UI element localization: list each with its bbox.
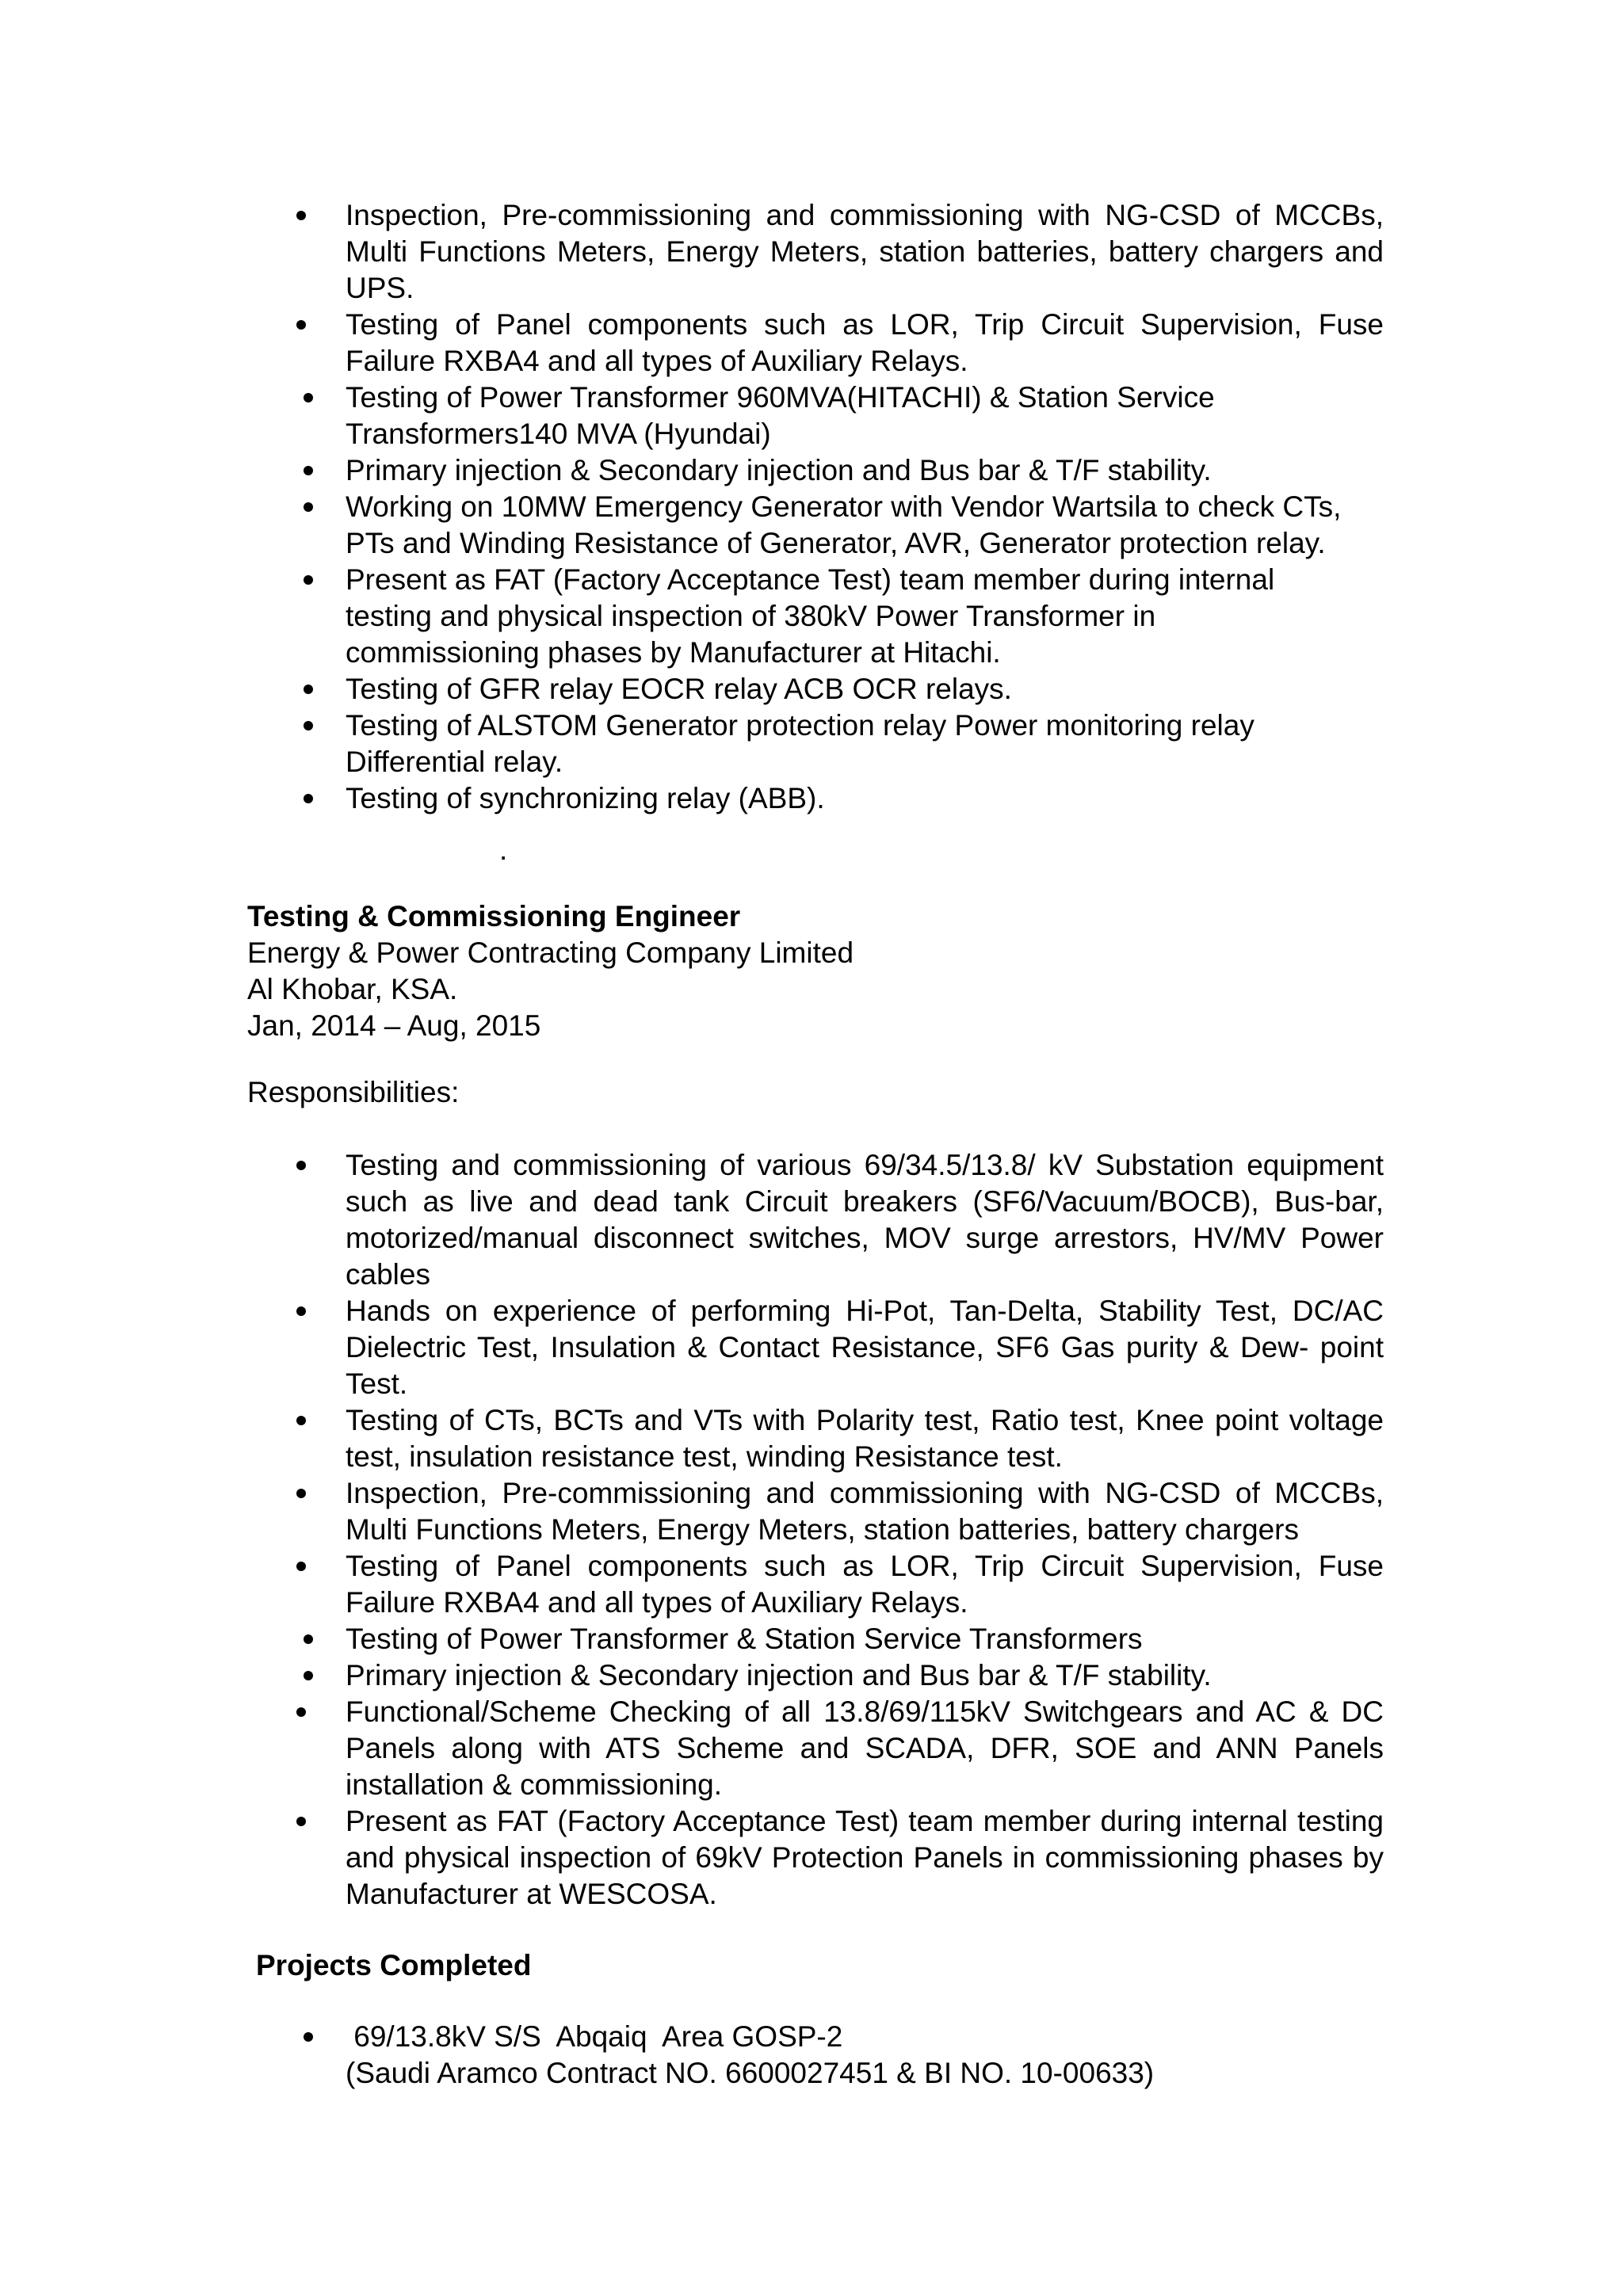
list-item: Working on 10MW Emergency Generator with Vendor Wartsila to check CTs, PTs and Winding Resistance of Generator, AVR, Generator protection relay. [346, 489, 1384, 562]
bullet-icon [296, 1621, 320, 1657]
bullet-icon [296, 1803, 320, 1840]
project-contract: (Saudi Aramco Contract NO. 6600027451 & BI NO. 10-00633) [346, 2057, 1155, 2089]
list-item: Testing of Power Transformer 960MVA(HITACHI) & Station Service Transformers140 MVA (Hyundai) [346, 379, 1257, 452]
bullet-icon [296, 780, 320, 817]
list-item: Primary injection & Secondary injection and Bus bar & T/F stability. [346, 1657, 1384, 1694]
list-item [346, 2019, 1384, 2092]
job-header [247, 898, 1436, 1044]
bullet-icon [296, 1657, 320, 1694]
list-item: Present as FAT (Factory Acceptance Test) team member during internal testing and physical inspection of 380kV Power Transformer in commissioning phases by Manufacturer at Hitachi. [346, 562, 1328, 671]
bullet-icon [296, 1147, 320, 1184]
projects-list [346, 2019, 1384, 2092]
bullet-icon [296, 2019, 320, 2055]
bullet-icon [296, 1293, 320, 1329]
bullet-icon [296, 1402, 320, 1439]
list-item: Testing of Panel components such as LOR, Trip Circuit Supervision, Fuse Failure RXBA4 and all types of Auxiliary Relays. [346, 307, 1384, 379]
bullet-icon [296, 307, 320, 343]
projects-heading: Projects Completed [256, 1949, 532, 1981]
stray-dot: . [499, 833, 508, 866]
list-item: Primary injection & Secondary injection and Bus bar & T/F stability. [346, 452, 1384, 489]
bullet-icon [296, 671, 320, 707]
job-title: Testing & Commissioning Engineer [247, 900, 741, 933]
previous-job-responsibilities-list [346, 197, 1384, 817]
list-item: Hands on experience of performing Hi-Pot, Tan-Delta, Stability Test, DC/AC Dielectric Test, Insulation & Contact Resistance, SF6 Gas purity & Dew- point Test. [346, 1293, 1384, 1402]
list-item: Testing and commissioning of various 69/34.5/13.8/ kV Substation equipment such as live and dead tank Circuit breakers (SF6/Vacuum/BOCB), Bus-bar, motorized/manual disconnect switches, MOV surge arrestors, HV/MV Power cables [346, 1147, 1384, 1293]
list-item: Functional/Scheme Checking of all 13.8/69/115kV Switchgears and AC & DC Panels along with ATS Scheme and SCADA, DFR, SOE and ANN Panels installation & commissioning. [346, 1694, 1384, 1803]
job-period: Jan, 2014 – Aug, 2015 [247, 1009, 541, 1042]
company-name: Energy & Power Contracting Company Limited [247, 936, 854, 969]
bullet-icon [296, 379, 320, 416]
bullet-icon [296, 452, 320, 489]
list-item: Testing of ALSTOM Generator protection relay Power monitoring relay Differential relay. [346, 707, 1328, 780]
list-item: Present as FAT (Factory Acceptance Test) team member during internal testing and physical inspection of 69kV Protection Panels in commissioning phases by Manufacturer at WESCOSA. [346, 1803, 1384, 1913]
responsibilities-label: Responsibilities: [247, 1076, 460, 1108]
job-location: Al Khobar, KSA. [247, 973, 458, 1005]
project-name: 69/13.8kV S/S Abqaiq Area GOSP-2 [346, 2020, 843, 2053]
list-item: Testing of Power Transformer & Station Service Transformers [346, 1621, 1384, 1657]
current-job-responsibilities-list [346, 1147, 1384, 1913]
list-item: Inspection, Pre-commissioning and commissioning with NG-CSD of MCCBs, Multi Functions Meters, Energy Meters, station batteries, battery chargers and UPS. [346, 197, 1384, 307]
list-item: Testing of synchronizing relay (ABB). [346, 780, 1384, 817]
list-item: Testing of Panel components such as LOR, Trip Circuit Supervision, Fuse Failure RXBA4 and all types of Auxiliary Relays. [346, 1548, 1384, 1621]
bullet-icon [296, 1694, 320, 1730]
bullet-icon [296, 707, 320, 744]
bullet-icon [296, 489, 320, 525]
bullet-icon [296, 1475, 320, 1512]
bullet-icon [296, 1548, 320, 1585]
bullet-icon [296, 197, 320, 234]
list-item: Testing of GFR relay EOCR relay ACB OCR relays. [346, 671, 1384, 707]
list-item: Testing of CTs, BCTs and VTs with Polarity test, Ratio test, Knee point voltage test, insulation resistance test, winding Resistance test. [346, 1402, 1384, 1475]
bullet-icon [296, 562, 320, 598]
list-item: Inspection, Pre-commissioning and commissioning with NG-CSD of MCCBs, Multi Functions Meters, Energy Meters, station batteries, battery chargers [346, 1475, 1384, 1548]
